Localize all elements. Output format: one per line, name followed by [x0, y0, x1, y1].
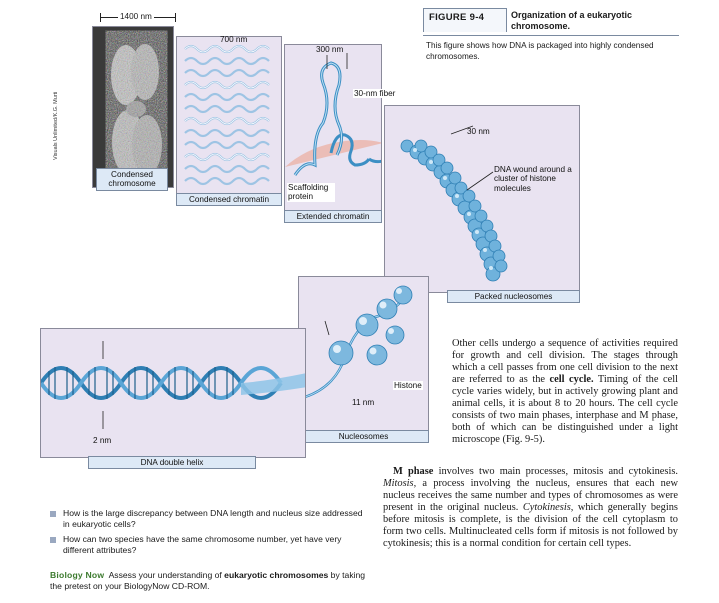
figure-description: This figure shows how DNA is packaged into highly condensed chromosomes. [426, 41, 654, 61]
body-paragraph-2 [383, 466, 678, 550]
caption-nucleosomes: Nucleosomes [298, 430, 429, 443]
photo-credit: Visuals Unlimited/K.G. Murti [53, 91, 59, 160]
caption-packed-nucleosomes: Packed nucleosomes [447, 290, 580, 303]
label-700nm: 700 nm [220, 35, 248, 44]
label-scaffolding-protein: Scaffolding protein [287, 183, 335, 202]
caption-condensed-chromosome: Condensed chromosome [96, 168, 168, 191]
biologynow-topic: eukaryotic chromosomes [224, 570, 329, 580]
label-30nm: 30 nm [467, 127, 490, 136]
biologynow-logo: Biology Now [50, 570, 105, 580]
square-bullet-icon [50, 511, 56, 517]
figure-number: FIGURE 9-4 [423, 8, 507, 32]
dna-double-helix-panel [40, 328, 306, 458]
label-dna-wound: DNA wound around a cluster of histone molecules [494, 165, 572, 193]
caption-condensed-chromatin: Condensed chromatin [176, 193, 282, 206]
biologynow-prompt [50, 570, 370, 592]
figure-title: Organization of a eukaryotic chromosome. [511, 10, 633, 31]
p2-text-a: involves two main processes, mitosis and cytokinesis. [433, 466, 678, 477]
nucleosomes-illustration [299, 277, 429, 432]
label-2nm: 2 nm [93, 436, 112, 445]
label-300nm: 300 nm [316, 45, 344, 54]
question-text: How can two species have the same chromosome number, yet have very different attributes? [63, 534, 342, 555]
label-11nm: 11 nm [352, 398, 375, 407]
review-questions [50, 508, 370, 560]
body-paragraph-1 [452, 338, 678, 446]
chromatin-loops-illustration [177, 37, 282, 196]
question-text: How is the large discrepancy between DNA length and nucleus size addressed in eukaryotic cells? [63, 508, 363, 529]
term-mitosis: Mitosis, [383, 478, 417, 490]
chromosome-micrograph [93, 27, 174, 188]
biologynow-text-b: by taking the pretest on your BiologyNow CD-ROM. [50, 570, 366, 592]
biologynow-text-a: Assess your understanding of [108, 570, 225, 580]
condensed-chromatin-panel [176, 36, 282, 196]
p2-text-c: which generally begins before mitosis is complete, is the division of the cell cytoplasm to form two cells. Multinucleated cells form if mitosis is not followed by cytokinesis; this is a normal condition for certain cell types. [383, 502, 678, 550]
dna-helix-illustration [41, 329, 306, 458]
label-histone: Histone [394, 381, 422, 390]
term-cytokinesis: Cytokinesis, [522, 502, 574, 514]
question-item [50, 534, 370, 556]
caption-dna-double-helix: DNA double helix [88, 456, 256, 469]
label-30nm-fiber: 30-nm fiber [354, 89, 396, 98]
label-1400nm: 1400 nm [120, 12, 152, 21]
scale-bar-1400 [100, 12, 176, 22]
nucleosomes-panel [298, 276, 429, 432]
p1-text-a: Other cells undergo a sequence of activities required for growth and cell division. The stages through which a cell passes from one cell division to the next are referred to as the [452, 338, 678, 386]
figure-header [423, 8, 679, 36]
question-item [50, 508, 370, 530]
term-cell-cycle: cell cycle. [549, 374, 594, 386]
caption-extended-chromatin: Extended chromatin [284, 210, 382, 223]
p2-text-b: a process involving the nucleus, ensures that each new nucleus receives the same number and types of chromosomes as were present in the original nucleus. [383, 478, 678, 514]
p1-text-b: Timing of the cell cycle varies widely, but in actively growing plant and animal cells, it is about 8 to 20 hours. The cell cycle consists of two main phases, interphase and M phase, both of which can be distinguished under a light microscope (Fig. 9-5). [452, 374, 678, 446]
condensed-chromosome-photo [92, 26, 174, 188]
term-m-phase: M phase [393, 466, 434, 477]
square-bullet-icon [50, 537, 56, 543]
